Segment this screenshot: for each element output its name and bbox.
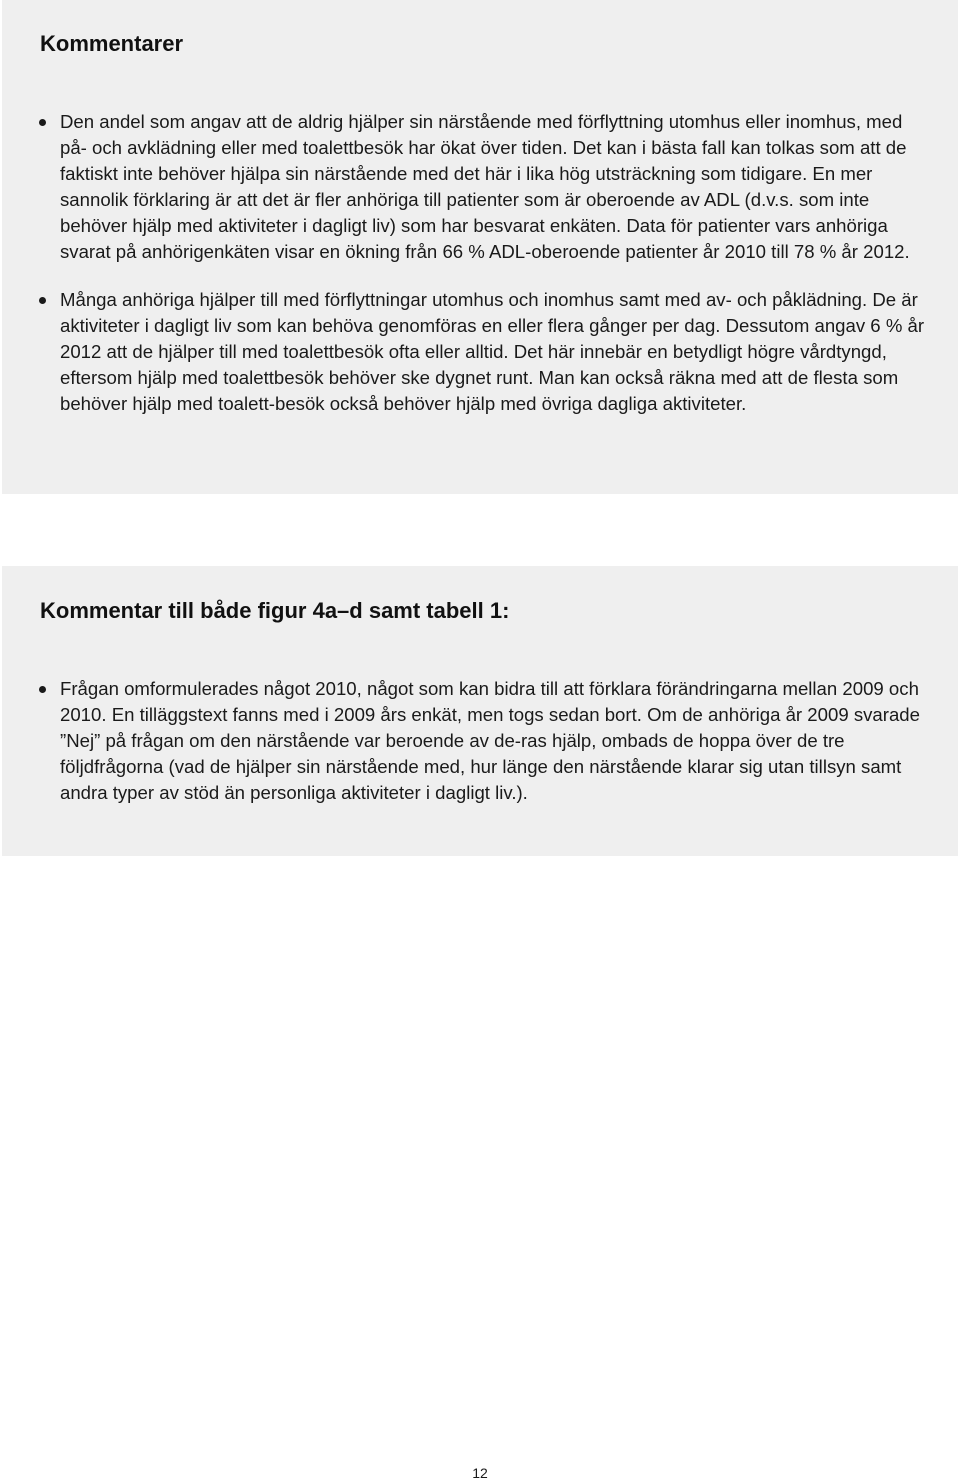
bullet-dot-icon	[39, 119, 46, 126]
bullet-dot-icon	[39, 297, 46, 304]
comments-bullet-list	[2, 109, 958, 417]
bullet-text: Många anhöriga hjälper till med förflyttningar utomhus och inomhus samt med av- och påklädning. De är aktiviteter i dagligt liv som kan behöva genomföras en eller flera gånger per dag. Dessutom angav 6 % år 2012 att de hjälper till med toalettbesök ofta eller alltid. Det här innebär en betydligt högre vårdtyngd, eftersom hjälp med toalettbesök behöver ske dygnet runt. Man kan också räkna med att de flesta som behöver hjälp med toalett-besök också behöver hjälp med övriga dagliga aktiviteter.	[60, 289, 925, 414]
bullet-dot-icon	[39, 686, 46, 693]
figure-comment-heading: Kommentar till både figur 4a–d samt tabell 1:	[40, 598, 510, 623]
figure-comment-box	[2, 566, 958, 856]
bullet-text: Den andel som angav att de aldrig hjälper sin närstående med förflyttning utomhus eller inomhus, med på- och avklädning eller med toalettbesök har ökat över tiden. Det kan i bästa fall kan tolkas som att de faktiskt inte behöver hjälpa sin närstående med det här i lika hög utsträckning som tidigare. En mer sannolik förklaring är att det är fler anhöriga till patienter som är oberoende av ADL (d.v.s. som inte behöver hjälp med aktiviteter i dagligt liv) som har besvarat enkäten. Data för patienter vars anhöriga svarat på anhörigenkäten visar en ökning från 66 % ADL-oberoende patienter år 2010 till 78 % år 2012.	[60, 111, 910, 262]
bullet-item	[2, 109, 958, 265]
figure-comment-bullet-list	[2, 676, 958, 806]
bullet-item	[2, 287, 958, 417]
comments-heading: Kommentarer	[40, 31, 184, 56]
bullet-item	[2, 676, 958, 806]
page-number: 12	[472, 1465, 488, 1481]
comments-box	[2, 0, 958, 494]
bullet-text: Frågan omformulerades något 2010, något som kan bidra till att förklara förändringarna mellan 2009 och 2010. En tilläggstext fanns med i 2009 års enkät, men togs sedan bort. Om de anhöriga år 2009 svarade ”Nej” på frågan om den närstående var beroende av de-ras hjälp, ombads de hoppa över de tre följdfrågorna (vad de hjälper sin närstående med, hur länge den närstående klarar sig utan tillsyn samt andra typer av stöd än personliga aktiviteter i dagligt liv.).	[60, 678, 920, 803]
